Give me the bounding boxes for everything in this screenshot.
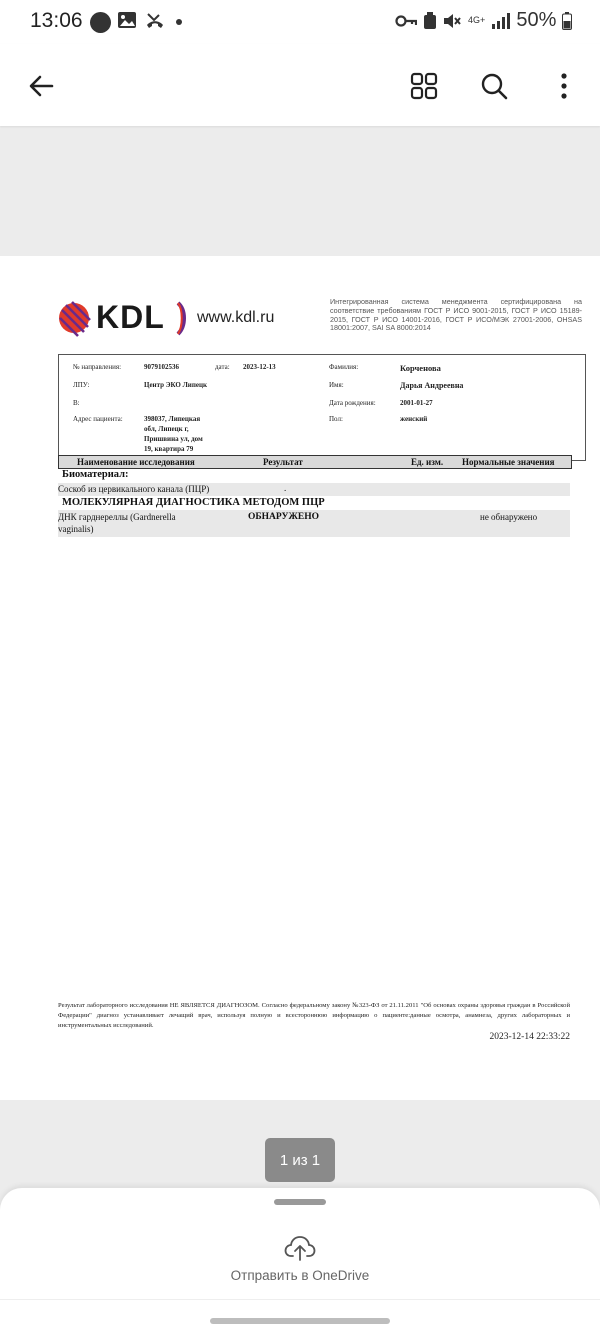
test-name-line-2: vaginalis) [58, 524, 94, 534]
sex-label: Пол: [329, 415, 343, 423]
header-test-name: Наименование исследования [77, 457, 195, 467]
lab-website: www.kdl.ru [197, 309, 275, 326]
test-result: ОБНАРУЖЕНО [248, 512, 319, 522]
sheet-drag-handle[interactable] [274, 1199, 326, 1205]
status-right-group [395, 9, 572, 32]
biomaterial-heading: Биоматериал: [62, 469, 129, 480]
patient-info-box [58, 354, 586, 461]
report-timestamp: 2023-12-14 22:33:22 [489, 1032, 570, 1042]
address-line-3: Пришвина ул, дом [144, 435, 203, 443]
battery-percent: 50% [516, 9, 557, 31]
back-button[interactable] [21, 66, 61, 106]
results-table-header [58, 455, 572, 469]
sex-value: женский [400, 415, 428, 423]
lpu-value: Центр ЭКО Липецк [144, 381, 208, 389]
battery-icon [562, 12, 572, 30]
cloud-upload-icon[interactable] [284, 1235, 316, 1261]
battery-saver-icon [423, 12, 437, 30]
kdl-logo [58, 298, 194, 343]
missed-call-icon [144, 10, 166, 32]
header-units: Ед. изм. [411, 457, 444, 467]
address-line-1: 398037, Липецкая [144, 415, 201, 423]
lpu-label: ЛПУ: [73, 381, 90, 389]
biomaterial-dot: . [284, 483, 287, 493]
search-icon [480, 72, 508, 100]
status-time: 13:06 [30, 9, 83, 32]
date-label: дата: [215, 363, 230, 371]
test-normal-value: не обнаружено [480, 512, 538, 522]
page-indicator [265, 1138, 335, 1182]
address-line-4: 19, квартира 79 [144, 445, 194, 453]
status-bar [0, 0, 600, 44]
more-notifications-icon [176, 19, 182, 25]
biomaterial-value: Соскоб из цервикального канала (ПЦР) [58, 484, 210, 494]
sheet-divider [0, 1299, 600, 1300]
header-result: Результат [263, 457, 303, 467]
signal-icon [491, 13, 511, 29]
gesture-navigation-bar[interactable] [210, 1318, 390, 1324]
more-options-button[interactable] [544, 66, 584, 106]
referral-date: 2023-12-13 [243, 363, 276, 371]
surname-value: Корченова [400, 363, 441, 373]
referral-label: № направления: [73, 363, 122, 371]
dob-value: 2001-01-27 [400, 399, 433, 407]
notification-dot-icon [90, 12, 111, 33]
more-vert-icon [560, 73, 568, 99]
send-to-onedrive-button[interactable]: Отправить в OneDrive [230, 1268, 370, 1283]
header-normal: Нормальные значения [462, 457, 555, 467]
dob-label: Дата рождения: [329, 399, 376, 407]
app-toolbar [0, 44, 600, 126]
name-value: Дарья Андреевна [400, 381, 464, 390]
certification-note: Интегрированная система менеджмента сертифицирована на соответствие требованиям ГОСТ Р ИСО 9001-2015, ГОСТ Р ИСО 15189-2015, ГОСТ Р ИСО 14001-2016, ГОСТ Р ИСО/МЭК 27001-2006, OHSAS 18001:2007, SAI SA 8000:2014 [330, 297, 582, 333]
grid-icon [410, 72, 438, 100]
search-button[interactable] [474, 66, 514, 106]
address-line-2: обл, Липецк г, [144, 425, 189, 433]
surname-label: Фамилия: [329, 363, 359, 371]
arrow-left-icon [28, 74, 54, 98]
mute-icon [442, 12, 462, 30]
referral-number: 9079102536 [144, 363, 179, 371]
v-label: В: [73, 399, 80, 407]
gallery-icon [117, 10, 137, 30]
name-label: Имя: [329, 381, 344, 389]
grid-view-button[interactable] [404, 66, 444, 106]
test-name-line-1: ДНК гарднереллы (Gardnerella [58, 512, 176, 522]
page-indicator-label: 1 из 1 [279, 1151, 321, 1169]
kdl-logo-text: KDL [96, 299, 165, 335]
network-type: 4G+ [468, 15, 486, 26]
vpn-key-icon [395, 14, 417, 28]
address-label: Адрес пациента: [73, 415, 123, 423]
disclaimer-note: Результат лабораторного исследования НЕ ЯВЛЯЕТСЯ ДИАГНОЗОМ. Согласно федеральному закону №323-ФЗ от 21.11.2011 "Об основах охраны здоровья граждан в Российской Федерации" диагноз устанавливает лечащий врач, используя полную и всестороннюю информацию о пациенте:данные осмотра, анамнеза, других лабораторных и инструментальных исследований. [58, 1002, 570, 1029]
section-heading: МОЛЕКУЛЯРНАЯ ДИАГНОСТИКА МЕТОДОМ ПЦР [62, 497, 325, 508]
